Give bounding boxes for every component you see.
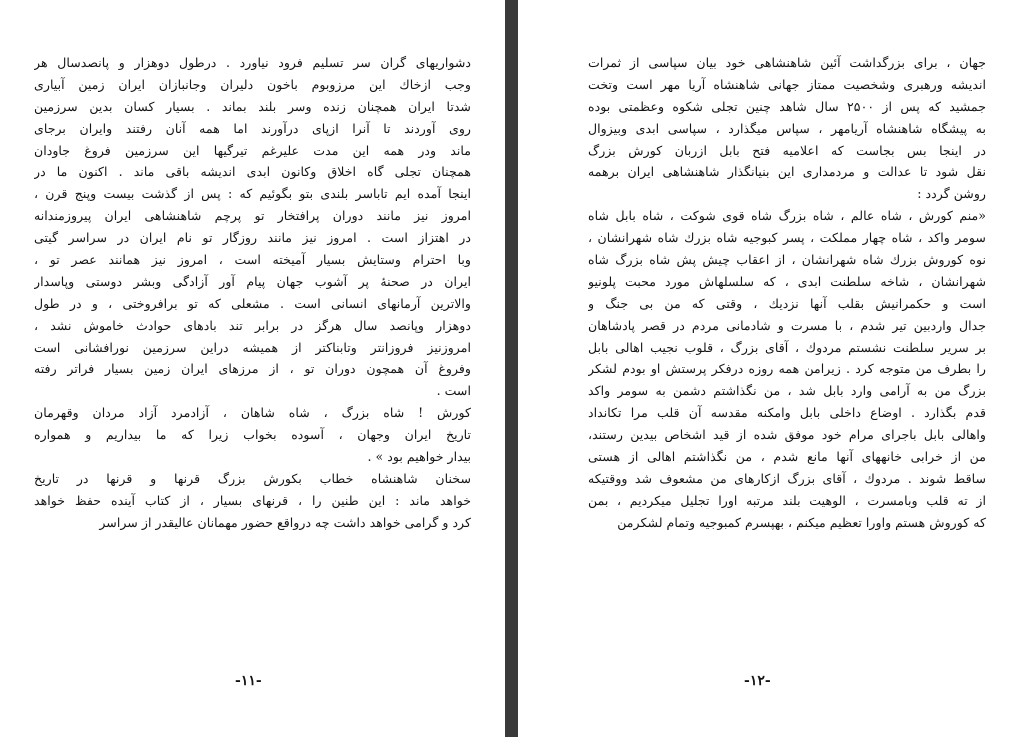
right-page: [518, 0, 1024, 737]
text-line: «منم کورش ، شاه عالم ، شاه بزرگ شاه قوی شوکت ، شاه بابل شاه: [588, 208, 986, 224]
text-line: خواهد ماند : این طنین را ، قرنهای بسیار ، از کتاب آینده حفظ خواهد: [34, 492, 471, 508]
text-line: کورش ! شاه بزرگ ، شاه شاهان ، آزادمرد آزاد مردان وقهرمان: [34, 405, 471, 421]
text-line: همچنان تجلی گاه اخلاق وکانون ابدی اندیشه باقی ماند . اکنون ما در: [34, 164, 471, 180]
text-line: اینجا آمده ایم تاباسر بلندی بتو بگوئیم که : پس از گذشت بیست وپنج قرن ،: [34, 186, 471, 202]
left-page: [0, 0, 505, 737]
text-line: بر سریر سلطنت نشستم مردوك ، آقای بزرگ ، قلوب نجیب اهالی بابل: [588, 339, 986, 355]
text-line: وبا احترام وستایش بسیار آمیخته است ، امروز نیز همانند عصر تو ،: [34, 252, 471, 268]
text-line: والاترین آرمانهای انسانی است . مشعلی که تو برافروختی ، و در طول: [34, 295, 471, 311]
text-line: اندیشه ورهبری وشخصیت ممتاز جهانی شاهنشاه آریا مهر است وتخت: [588, 76, 986, 92]
text-line: سخنان شاهنشاه خطاب بکورش بزرگ قرنها و قرنها در تاریخ: [34, 470, 471, 486]
book-gutter: [505, 0, 518, 737]
text-line: وجب ازخاك این مرزوبوم باخون دلیران وجانبازان ایران زمین آبیاری: [34, 76, 471, 92]
text-line: ایران در صحنهٔ پر آشوب جهان پیام آور آزادگی وبشر دوستی وپاسدار: [34, 273, 471, 289]
text-line: دشواریهای گران سر تسلیم فرود نیاورد . درطول دوهزار و پانصدسال هر: [34, 55, 471, 70]
text-line: جمشید که پس از ۲۵۰۰ سال شاهد چنین تجلی شکوه وعظمتی بوده: [588, 98, 986, 114]
text-line: ساقط شوند . مردوك ، آقای بزرگ ازکارهای من مشعوف شد ووقتیکه: [588, 470, 986, 486]
text-line: است .: [436, 383, 471, 399]
text-line: جدال واردبین تیر شدم ، با مسرت و شادمانی مردم در قصر پادشاهان: [588, 317, 986, 333]
text-line: نقل شود تا عدالت و مردمداری این بنیانگذار شاهنشاهی ایران برهمه: [588, 164, 986, 180]
page-number-left: -۱۱-: [235, 673, 262, 689]
text-line: من از خرابی خانههای آنها مانع شدم ، من نگذاشتم اهالی از هستی: [588, 449, 986, 465]
text-line: در اهتزاز است . امروز نیز مانند روزگار تو نام ایران در سراسر گیتی: [34, 230, 471, 246]
text-line: تاریخ ایران وجهان ، آسوده بخواب زیرا که ما بیداریم و همواره: [34, 427, 471, 443]
text-line: قدم بگذارد . اوضاع داخلی بابل وامکنه مقدسه آن قلب مرا تکانداد: [588, 405, 986, 421]
text-line: امروزنیز فروزانتر وتابناکتر از همیشه دراین سرزمین نورافشانی است: [34, 339, 471, 355]
text-line: واهالی بابل باجرای مرام خود موفق شده از قید اشخاص بیدین رستند،: [588, 427, 986, 443]
text-line: به پیشگاه شاهنشاه آریامهر ، سپاس میگذارد ، سپاسی ابدی وبیزوال: [588, 120, 986, 136]
text-line: نوه کوروش بزرك شاه شهرانشان ، از اعقاب چیش پش شاه بزرگ شاه: [588, 252, 986, 268]
text-line: ماند ودر همه این مدت علیرغم تیرگیها این سرزمین فروغ جاودان: [34, 142, 471, 158]
text-line: در اینجا بس بجاست که اعلامیه فتح بابل ازربان کورش بزرگ: [588, 142, 986, 158]
text-line: از ته قلب وبامسرت ، الوهیت بلند مرتبه اورا تجلیل میکردیم ، بمن: [588, 492, 986, 508]
text-line: بیدار خواهیم بود » .: [367, 449, 471, 465]
left-page-text: [34, 52, 471, 534]
text-line: جهان ، برای بزرگداشت آئین شاهنشاهی خود بیان سپاسی از ثمرات: [588, 55, 986, 70]
text-line: شهرانشان ، شاخه سلطنت ابدی ، که سلسلهاش مورد محبت پلونیو: [588, 273, 986, 289]
text-line: دوهزار وپانصد سال هرگز در برابر تند بادهای حوادث خاموش نشد ،: [34, 317, 471, 333]
text-line: کرد و گرامی خواهد داشت چه درواقع حضور مهمانان عالیقدر از سراسر: [99, 514, 471, 530]
page-number-right: -۱۲-: [744, 673, 771, 689]
text-line: روی آوردند تا آنرا ازپای درآورند اما همه آنان رفتند وایران برجای: [34, 120, 471, 136]
text-line: است و حکمرانیش بقلب آنها نزدیك ، وقتی که من بی جنگ و: [588, 295, 986, 311]
text-line: وفروغ آن همچون دوران تو ، از مرزهای ایران زمین بسیار فراتر رفته: [34, 361, 471, 377]
text-line: بزرگ من به آرامی وارد بابل شد ، من نگذاشتم دشمن به سومر واکد: [588, 383, 986, 399]
text-line: را بطرف من متوجه کرد . زیرامن همه روزه درفکر پرستش او بودم لشکر: [588, 361, 986, 377]
text-line: که کوروش هستم واورا تعظیم میکنم ، بهپسرم کمبوجیه وتمام لشکرمن: [617, 514, 986, 530]
text-line: امروز نیز مانند دوران پرافتخار تو پرچم شاهنشاهی ایران پیروزمندانه: [34, 208, 471, 224]
text-line: سومر واکد ، شاه چهار مملکت ، پسر کبوجیه شاه بزرك شاه شهرانشان ،: [588, 230, 986, 246]
text-line: روشن گردد :: [917, 186, 986, 202]
text-line: شدتا ایران همچنان زنده وسر بلند بماند . بسیار کسان بدین سرزمین: [34, 98, 471, 114]
right-page-text: [588, 52, 986, 534]
